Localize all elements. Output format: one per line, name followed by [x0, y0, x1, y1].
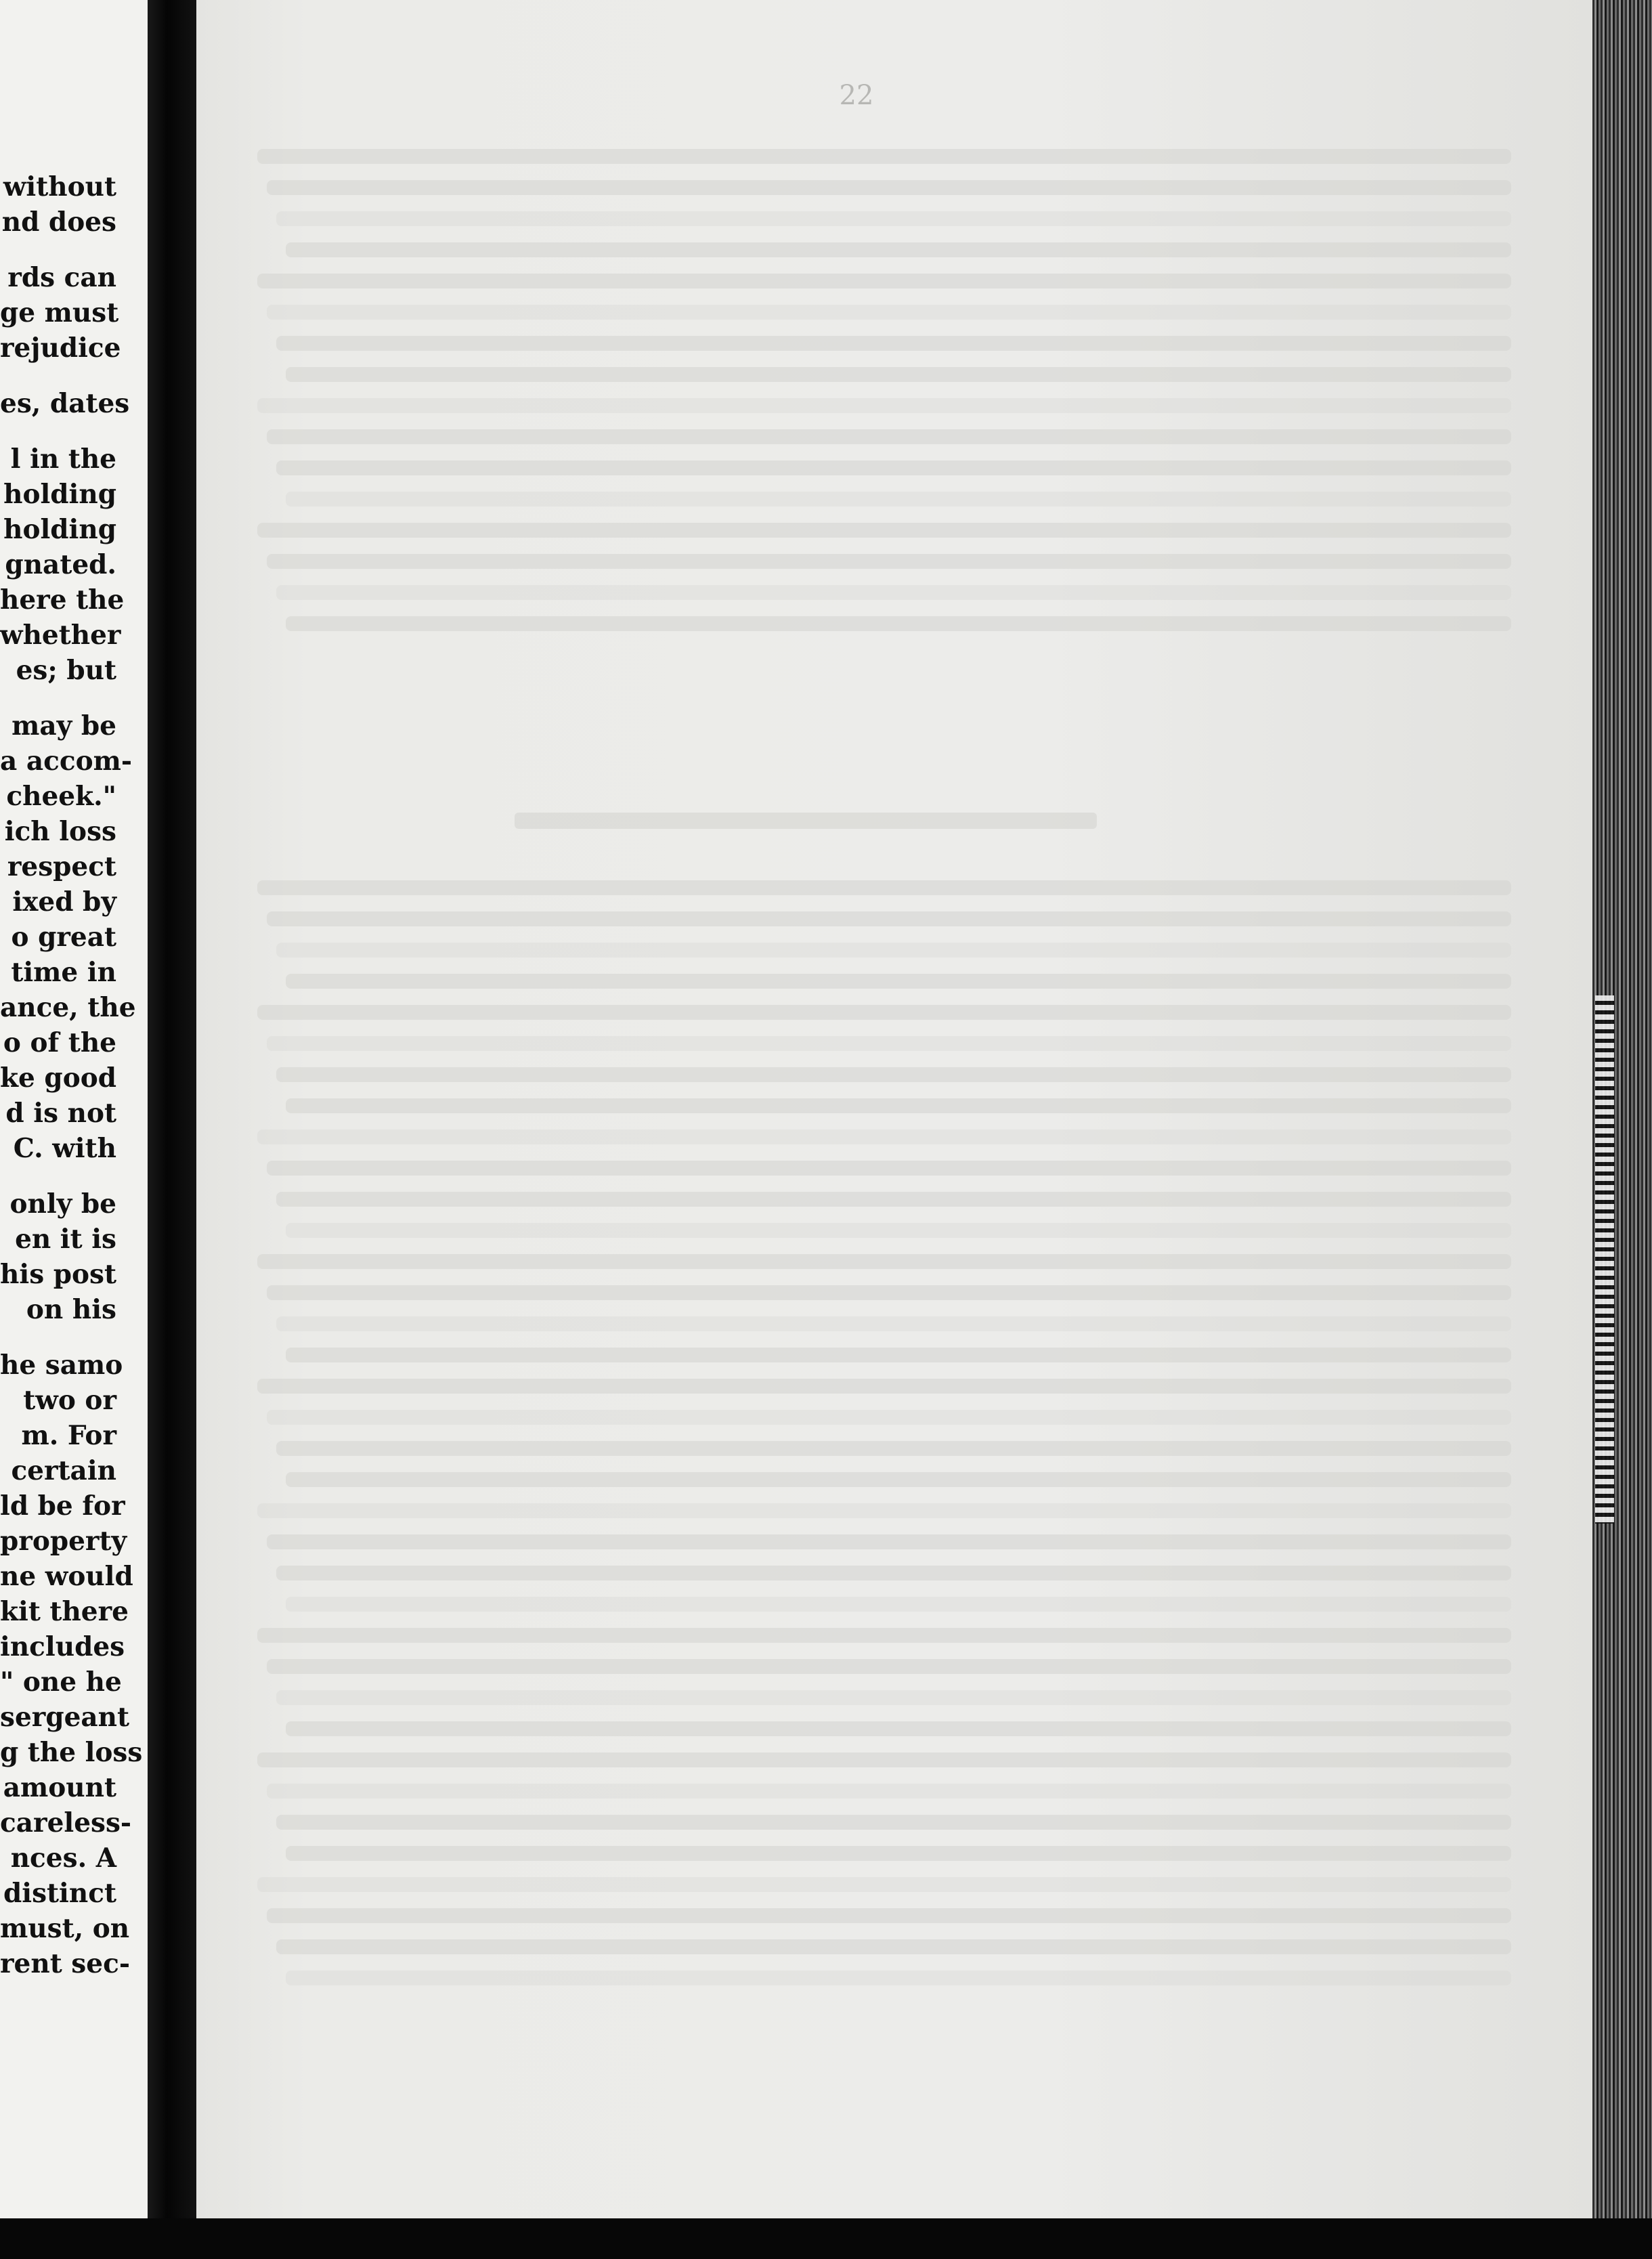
- show-through-line: [286, 616, 1511, 631]
- show-through-line: [267, 1036, 1511, 1051]
- paragraph-gap: [0, 240, 116, 260]
- left-page-line: gnated.: [5, 549, 116, 580]
- show-through-line: [257, 1628, 1511, 1643]
- left-page-line: ne would: [0, 1561, 133, 1592]
- show-through-line: [276, 585, 1511, 600]
- main-page: [196, 0, 1592, 2259]
- show-through-line: [257, 880, 1511, 895]
- show-through-line: [286, 1971, 1511, 1985]
- book-gutter: [148, 0, 196, 2259]
- left-page-line: nd does: [1, 207, 116, 238]
- show-through-line: [276, 1192, 1511, 1207]
- show-through-line: [276, 1067, 1511, 1082]
- show-through-line: [257, 1752, 1511, 1767]
- paragraph-gap: [0, 421, 116, 442]
- left-page-line: certain: [11, 1455, 116, 1486]
- left-page-line: includes: [0, 1631, 125, 1662]
- show-through-line: [267, 1908, 1511, 1923]
- left-page-line: en it is: [15, 1224, 116, 1255]
- show-through-heading: [515, 813, 1097, 829]
- left-page-line: amount: [3, 1772, 116, 1803]
- left-page-line: time in: [11, 957, 116, 988]
- show-through-line: [276, 1566, 1511, 1580]
- paragraph-gap: [0, 1327, 116, 1348]
- show-through-line: [286, 492, 1511, 507]
- left-page-line: g the loss: [0, 1737, 143, 1768]
- left-page-line: whether: [0, 620, 121, 651]
- left-page-line: respect: [7, 851, 116, 882]
- left-page-line: he samo: [0, 1350, 123, 1381]
- show-through-line: [276, 336, 1511, 351]
- show-through-line: [276, 1441, 1511, 1456]
- paragraph-gap: [0, 688, 116, 708]
- left-page-line: d is not: [5, 1098, 116, 1129]
- show-through-line: [276, 1316, 1511, 1331]
- show-through-line: [257, 398, 1511, 413]
- left-page-line: must, on: [0, 1913, 130, 1944]
- show-through-line: [286, 1846, 1511, 1861]
- left-page-line: holding: [3, 514, 116, 545]
- left-page-line: only be: [9, 1188, 116, 1220]
- left-page-line: on his: [26, 1294, 116, 1325]
- show-through-line: [267, 554, 1511, 569]
- show-through-line: [276, 1939, 1511, 1954]
- left-page-line: without: [3, 171, 116, 202]
- left-page-line: ge must: [0, 297, 119, 328]
- show-through-line: [276, 1815, 1511, 1830]
- show-through-line: [257, 1503, 1511, 1518]
- left-page-line: may be: [12, 710, 116, 741]
- show-through-line: [267, 180, 1511, 195]
- show-through-line: [286, 1098, 1511, 1113]
- show-through-line: [257, 1254, 1511, 1269]
- left-page-line: rejudice: [0, 332, 121, 364]
- left-page-line: here the: [0, 584, 125, 616]
- left-page-line: nces. A: [10, 1843, 116, 1874]
- show-through-line: [267, 1161, 1511, 1176]
- left-page-line: o of the: [3, 1027, 116, 1058]
- show-through-line: [257, 1005, 1511, 1020]
- show-through-line: [257, 274, 1511, 288]
- show-through-line: [257, 1877, 1511, 1892]
- show-through-line: [267, 305, 1511, 320]
- show-through-line: [267, 429, 1511, 444]
- left-page-line: o great: [11, 922, 116, 953]
- left-page-line: property: [0, 1526, 127, 1557]
- left-page-line: kit there: [0, 1596, 129, 1627]
- left-page-line: cheek.": [6, 781, 116, 812]
- left-page-line: a accom-: [0, 746, 133, 777]
- left-page-line: distinct: [3, 1878, 116, 1909]
- show-through-line: [276, 460, 1511, 475]
- left-page-line: ance, the: [0, 992, 136, 1023]
- show-through-line: [286, 1223, 1511, 1238]
- show-through-line: [286, 242, 1511, 257]
- show-through-line: [267, 1534, 1511, 1549]
- left-page-line: l in the: [10, 444, 116, 475]
- edge-tab-marks: [1595, 995, 1614, 1524]
- left-page-line: his post: [0, 1259, 116, 1290]
- left-facing-page: [0, 0, 148, 2259]
- left-page-line: two or: [23, 1385, 116, 1416]
- show-through-line: [276, 943, 1511, 958]
- left-page-line: ke good: [0, 1062, 116, 1094]
- left-page-line: " one he: [0, 1666, 122, 1698]
- show-through-line: [286, 1721, 1511, 1736]
- paragraph-gap: [0, 366, 116, 386]
- show-through-line: [286, 1472, 1511, 1487]
- show-through-line: [276, 211, 1511, 226]
- left-page-line: C. with: [13, 1133, 116, 1164]
- show-through-line: [286, 974, 1511, 989]
- show-through-line: [267, 1784, 1511, 1799]
- show-through-line: [257, 149, 1511, 164]
- show-through-line: [257, 1379, 1511, 1394]
- left-page-line: ld be for: [0, 1490, 125, 1522]
- show-through-line: [286, 367, 1511, 382]
- show-through-line: [276, 1690, 1511, 1705]
- show-through-line: [257, 523, 1511, 538]
- left-page-line: rent sec-: [0, 1948, 131, 1979]
- left-page-line: es; but: [16, 655, 116, 686]
- left-page-line: holding: [3, 479, 116, 510]
- show-through-line: [267, 1285, 1511, 1300]
- show-through-line: [267, 1659, 1511, 1674]
- paragraph-gap: [0, 1166, 116, 1186]
- left-page-line: careless-: [0, 1807, 132, 1838]
- left-page-text-column: [0, 169, 143, 1981]
- left-page-line: m. For: [21, 1420, 116, 1451]
- page-number: 22: [839, 80, 874, 111]
- show-through-line: [286, 1348, 1511, 1362]
- left-page-line: es, dates: [0, 388, 130, 419]
- left-page-line: ixed by: [12, 886, 116, 918]
- left-page-line: sergeant: [0, 1702, 130, 1733]
- show-through-line: [267, 1410, 1511, 1425]
- show-through-line: [286, 1597, 1511, 1612]
- left-page-line: rds can: [7, 262, 116, 293]
- show-through-line: [257, 1130, 1511, 1144]
- left-page-line: ich loss: [4, 816, 116, 847]
- show-through-line: [267, 911, 1511, 926]
- bottom-scan-border: [0, 2218, 1652, 2259]
